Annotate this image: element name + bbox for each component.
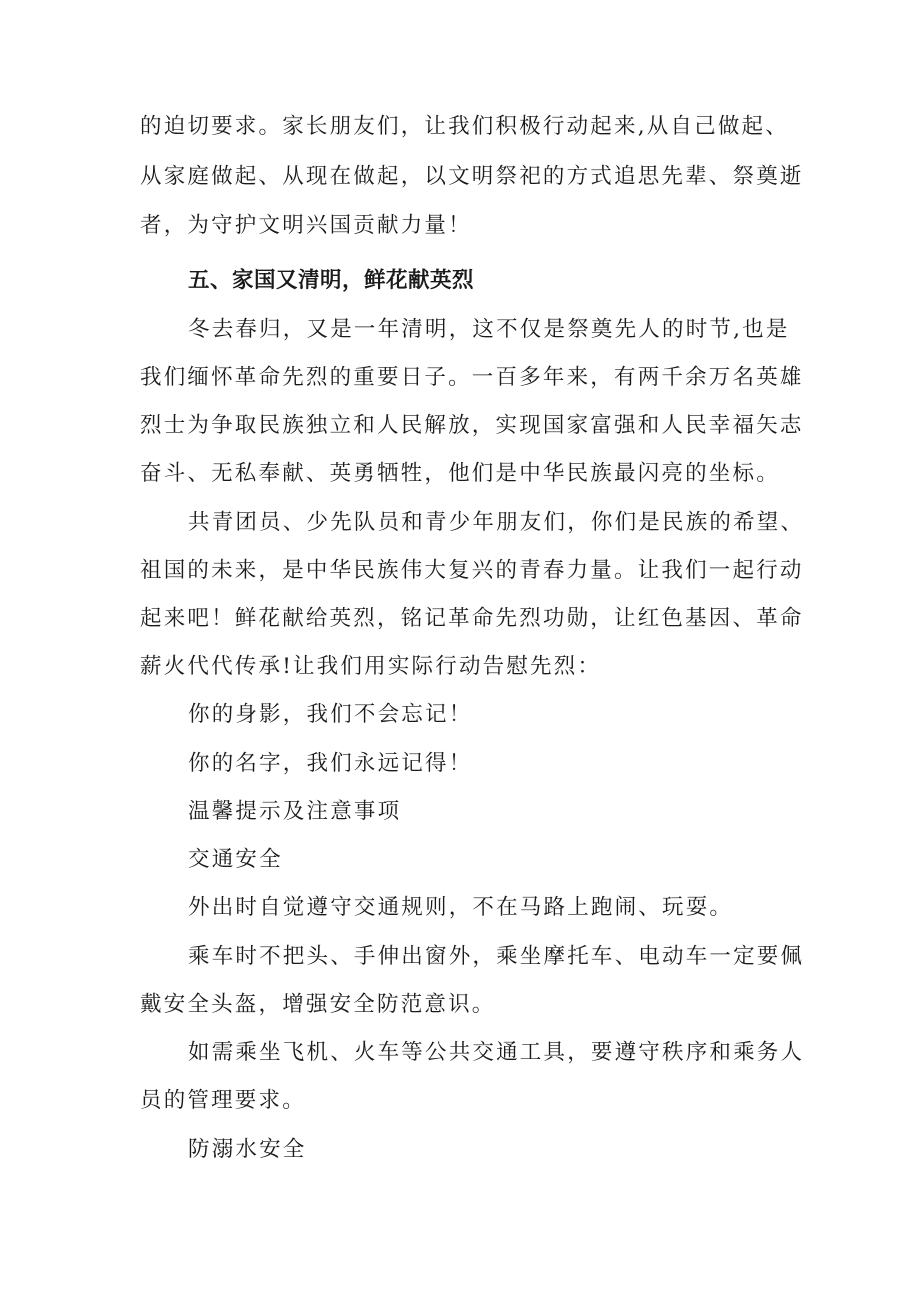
text-line: 者，为守护文明兴国贡献力量！ (140, 213, 472, 238)
text-line: 奋斗、无私奉献、英勇牺牲，他们是中华民族最闪亮的坐标。 (140, 461, 780, 486)
text-line: 的迫切要求。家长朋友们，让我们积极行动起来,从自己做起、 (140, 114, 789, 139)
text-line: 乘车时不把头、手伸出窗外，乘坐摩托车、电动车一定要佩 (188, 944, 805, 969)
text-line: 你的身影，我们不会忘记！ (188, 702, 473, 727)
text-line: 从家庭做起、从现在做起，以文明祭祀的方式追思先辈、祭奠逝 (140, 164, 804, 189)
text-line: 如需乘坐飞机、火车等公共交通工具，要遵守秩序和乘务人 (188, 1040, 805, 1065)
text-line: 祖国的未来，是中华民族伟大复兴的青春力量。让我们一起行动 (140, 558, 804, 583)
section-heading: 五、家国又清明，鲜花献英烈 (188, 268, 475, 293)
subheading: 防溺水安全 (188, 1137, 307, 1162)
text-line: 外出时自觉遵守交通规则，不在马路上跑闹、玩耍。 (188, 895, 734, 920)
text-line: 我们缅怀革命先烈的重要日子。一百多年来，有两千余万名英雄 (140, 365, 804, 390)
text-line: 你的名字，我们永远记得！ (188, 751, 473, 776)
text-line: 共青团员、少先队员和青少年朋友们，你们是民族的希望、 (188, 510, 805, 535)
text-line: 起来吧！鲜花献给英烈，铭记革命先烈功勋，让红色基因、革命 (140, 606, 804, 631)
text-line: 烈士为争取民族独立和人民解放，实现国家富强和人民幸福矢志 (140, 413, 804, 438)
subheading: 温馨提示及注意事项 (188, 799, 402, 824)
text-line: 薪火代代传承!让我们用实际行动告慰先烈： (140, 654, 602, 679)
text-line: 戴安全头盔，增强安全防范意识。 (140, 992, 496, 1017)
text-line: 冬去春归，又是一年清明，这不仅是祭奠先人的时节,也是 (188, 317, 790, 342)
text-line: 员的管理要求。 (140, 1088, 306, 1113)
subheading: 交通安全 (188, 847, 283, 872)
